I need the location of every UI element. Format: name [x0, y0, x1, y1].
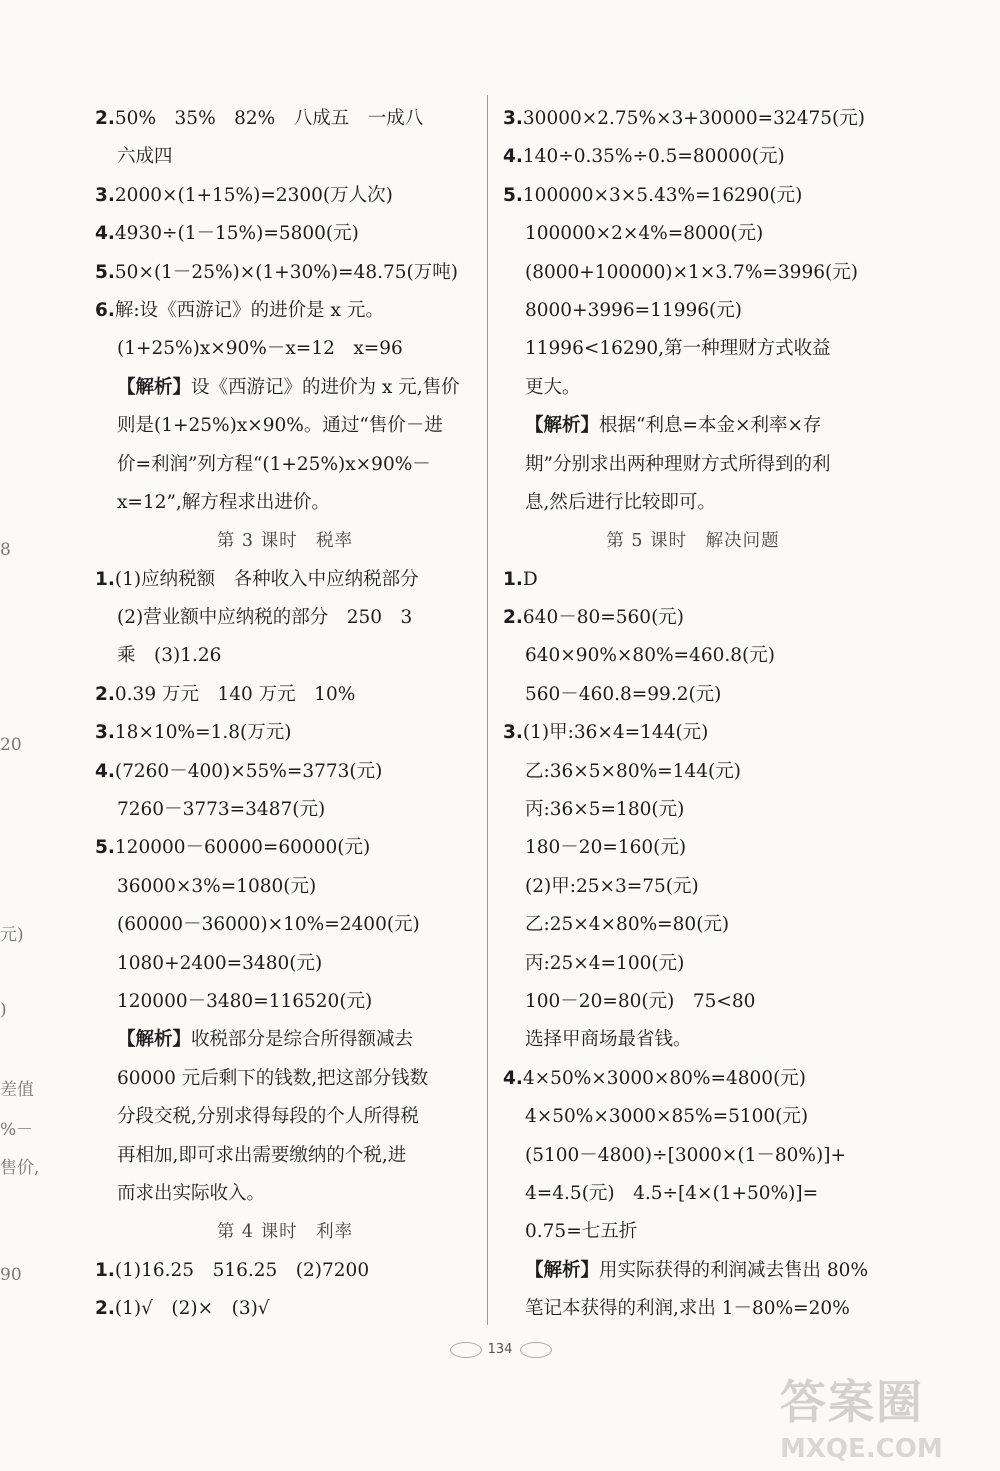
answer-line — [503, 100, 883, 138]
answer-line — [95, 407, 475, 445]
question-number: 1. — [95, 1259, 115, 1281]
edge-fragment: 8 — [0, 540, 11, 560]
answer-text: 更大。 — [525, 376, 581, 398]
answer-line — [95, 1175, 475, 1213]
answer-text: 50×(1－25%)×(1+30%)=48.75(万吨) — [114, 261, 458, 283]
answer-line — [95, 1290, 475, 1328]
answer-line — [95, 330, 475, 368]
answer-line — [503, 138, 883, 176]
answer-text: 36000×3%=1080(元) — [117, 875, 317, 897]
answer-line — [503, 1175, 883, 1213]
answer-line — [503, 983, 883, 1021]
answer-line — [503, 177, 883, 215]
answer-line — [503, 637, 883, 675]
answer-text: 60000 元后剩下的钱数,把这部分钱数 — [117, 1067, 429, 1089]
answer-text: (1)√ (2)× (3)√ — [114, 1298, 270, 1320]
answer-line — [95, 868, 475, 906]
section-title: 第 3 课时 税率 — [216, 531, 354, 552]
section-title: 第 4 课时 利率 — [216, 1222, 354, 1243]
answer-line — [503, 1098, 883, 1136]
answer-line — [95, 1098, 475, 1136]
answer-text: 100000×2×4%=8000(元) — [525, 223, 764, 245]
answer-line — [503, 446, 883, 484]
answer-line — [503, 906, 883, 944]
answer-line — [95, 177, 475, 215]
question-number: 4. — [95, 760, 115, 782]
answer-text: D — [522, 568, 538, 590]
answer-text: 1080+2400=3480(元) — [117, 952, 323, 974]
answer-line — [503, 945, 883, 983]
answer-text: (1)16.25 516.25 (2)7200 — [114, 1259, 370, 1281]
question-number: 4. — [503, 1067, 523, 1089]
question-number: 5. — [95, 261, 115, 283]
question-number: 3. — [95, 722, 115, 744]
edge-fragment: ) — [0, 1000, 7, 1020]
answer-line — [503, 1252, 883, 1290]
answer-text: (60000－36000)×10%=2400(元) — [117, 914, 420, 936]
answer-text: 笔记本获得的利润,求出 1－80%=20% — [525, 1298, 850, 1320]
answer-line — [95, 1021, 475, 1059]
answer-text: 丙:25×4=100(元) — [525, 952, 685, 974]
answer-line — [503, 561, 883, 599]
question-number: 1. — [95, 568, 115, 590]
watermark-url: MXQE.COM — [780, 1434, 943, 1464]
answer-text: 4×50%×3000×85%=5100(元) — [525, 1106, 809, 1128]
answer-text: 乙:25×4×80%=80(元) — [525, 914, 730, 936]
answer-text: 乘 (3)1.26 — [117, 645, 222, 667]
answer-line — [95, 637, 475, 675]
answer-text: 180－20=160(元) — [525, 837, 687, 859]
answer-text: 期”分别求出两种理财方式所得到的利 — [525, 453, 831, 475]
question-number: 5. — [95, 837, 115, 859]
answer-line — [95, 1060, 475, 1098]
answer-line — [503, 369, 883, 407]
answer-text: x=12”,解方程求出进价。 — [117, 491, 330, 513]
answer-text: 0.75=七五折 — [525, 1221, 638, 1243]
answer-line — [503, 791, 883, 829]
answer-line — [503, 1021, 883, 1059]
edge-fragment: 90 — [0, 1265, 22, 1285]
answer-text: 7260－3773=3487(元) — [117, 799, 326, 821]
answer-text: 价=利润”列方程“(1+25%)x×90%－ — [117, 453, 431, 475]
answer-line — [503, 1213, 883, 1251]
question-number: 2. — [95, 1298, 115, 1320]
answer-line — [95, 100, 475, 138]
answer-text: 2000×(1+15%)=2300(万人次) — [114, 184, 393, 206]
answer-line — [95, 1137, 475, 1175]
edge-fragment: 元) — [0, 925, 24, 945]
question-number: 5. — [503, 184, 523, 206]
answer-line — [95, 561, 475, 599]
answer-text: 640－80=560(元) — [522, 607, 685, 629]
page-ornament-right — [520, 1342, 552, 1358]
answer-line — [503, 1137, 883, 1175]
answer-line — [95, 753, 475, 791]
answer-line — [95, 791, 475, 829]
question-number: 2. — [95, 108, 115, 129]
section-title: 第 5 课时 解决问题 — [606, 531, 780, 552]
edge-fragment: 20 — [0, 735, 22, 755]
answer-text: 120000－60000=60000(元) — [114, 837, 371, 859]
question-number: 3. — [503, 722, 523, 744]
analysis-tag: 【解析】 — [525, 1259, 600, 1281]
answer-text: (5100－4800)÷[3000×(1－80%)]+ — [525, 1144, 846, 1166]
answer-text: 4×50%×3000×80%=4800(元) — [522, 1067, 807, 1089]
answer-text: 4=4.5(元) 4.5÷[4×(1+50%)]= — [525, 1182, 819, 1204]
question-number: 3. — [503, 108, 523, 129]
answer-line — [503, 714, 883, 752]
answer-line — [95, 983, 475, 1021]
question-number: 2. — [95, 683, 115, 705]
answer-line — [95, 254, 475, 292]
answer-line — [95, 215, 475, 253]
answer-text: (1)甲:36×4=144(元) — [522, 722, 709, 744]
answer-text: 640×90%×80%=460.8(元) — [525, 645, 775, 667]
answer-line — [503, 484, 883, 522]
page-number: 134 — [487, 1342, 513, 1357]
answer-line — [503, 829, 883, 867]
answer-text: 而求出实际收入。 — [117, 1182, 266, 1204]
edge-fragment: 售价, — [0, 1158, 40, 1178]
answer-text: 30000×2.75%×3+30000=32475(元) — [522, 108, 865, 129]
watermark — [780, 1366, 980, 1464]
answer-line — [503, 407, 883, 445]
answer-line — [95, 714, 475, 752]
left-column — [95, 100, 475, 1329]
analysis-tag: 【解析】 — [525, 415, 600, 437]
answer-line — [95, 599, 475, 637]
answer-line — [503, 599, 883, 637]
answer-text: 设《西游记》的进价为 x 元,售价 — [191, 376, 460, 398]
answer-text: 根据“利息=本金×利率×存 — [599, 415, 822, 437]
answer-text: 8000+3996=11996(元) — [525, 299, 742, 321]
answer-line — [503, 330, 883, 368]
answer-line — [503, 753, 883, 791]
answer-text: 18×10%=1.8(万元) — [114, 722, 292, 744]
answer-line — [503, 292, 883, 330]
answer-line — [95, 676, 475, 714]
answer-text: 100－20=80(元) 75<80 — [525, 990, 756, 1012]
answer-line — [503, 1290, 883, 1328]
edge-fragment: 差值 — [0, 1080, 34, 1100]
question-number: 2. — [503, 607, 523, 629]
answer-text: 0.39 万元 140 万元 10% — [114, 683, 356, 705]
answer-text: 560－460.8=99.2(元) — [525, 683, 722, 705]
answer-line — [95, 484, 475, 522]
answer-line — [95, 906, 475, 944]
question-number: 6. — [95, 299, 115, 321]
answer-text: 息,然后进行比较即可。 — [525, 491, 716, 513]
answer-line — [503, 868, 883, 906]
answer-text: 则是(1+25%)x×90%。通过“售价－进 — [117, 415, 443, 437]
answer-text: 50% 35% 82% 八成五 一成八 — [114, 108, 424, 129]
right-column — [503, 100, 883, 1329]
answer-text: 分段交税,分别求得每段的个人所得税 — [117, 1106, 419, 1128]
answer-text: 11996<16290,第一种理财方式收益 — [525, 338, 831, 360]
answer-line — [95, 446, 475, 484]
answer-line — [503, 215, 883, 253]
analysis-tag: 【解析】 — [117, 376, 192, 398]
answer-line — [95, 138, 475, 176]
edge-fragment: %－ — [0, 1120, 34, 1140]
answer-line — [503, 676, 883, 714]
answer-text: 六成四 — [117, 146, 173, 168]
answer-line — [503, 254, 883, 292]
answer-text: (2)营业额中应纳税的部分 250 3 — [117, 607, 413, 629]
answer-text: 选择甲商场最省钱。 — [525, 1029, 692, 1051]
question-number: 3. — [95, 184, 115, 206]
answer-text: 收税部分是综合所得额减去 — [191, 1029, 414, 1051]
question-number: 4. — [503, 146, 523, 168]
answer-line — [95, 292, 475, 330]
answer-text: (1+25%)x×90%－x=12 x=96 — [117, 338, 403, 360]
answer-line — [95, 945, 475, 983]
answer-text: 丙:36×5=180(元) — [525, 799, 685, 821]
analysis-tag: 【解析】 — [117, 1029, 192, 1051]
answer-text: (2)甲:25×3=75(元) — [525, 875, 699, 897]
answer-line — [95, 369, 475, 407]
answer-text: 再相加,即可求出需要缴纳的个税,进 — [117, 1144, 407, 1166]
answer-line — [503, 1060, 883, 1098]
question-number: 4. — [95, 223, 115, 245]
answer-text: (7260－400)×55%=3773(元) — [114, 760, 383, 782]
answer-text: 乙:36×5×80%=144(元) — [525, 760, 741, 782]
answer-text: 120000－3480=116520(元) — [117, 990, 373, 1012]
answer-text: 解:设《西游记》的进价是 x 元。 — [114, 299, 384, 321]
answer-text: (1)应纳税额 各种收入中应纳税部分 — [114, 568, 419, 590]
answer-text: 100000×3×5.43%=16290(元) — [522, 184, 803, 206]
answer-line — [95, 1252, 475, 1290]
watermark-logo: 答案圈 — [780, 1375, 924, 1429]
answer-text: 用实际获得的利润减去售出 80% — [599, 1259, 869, 1281]
answer-text: (8000+100000)×1×3.7%=3996(元) — [525, 261, 858, 283]
column-divider — [487, 95, 488, 1325]
question-number: 1. — [503, 568, 523, 590]
answer-text: 4930÷(1－15%)=5800(元) — [114, 223, 359, 245]
answer-line — [95, 829, 475, 867]
answer-text: 140÷0.35%÷0.5=80000(元) — [522, 146, 785, 168]
